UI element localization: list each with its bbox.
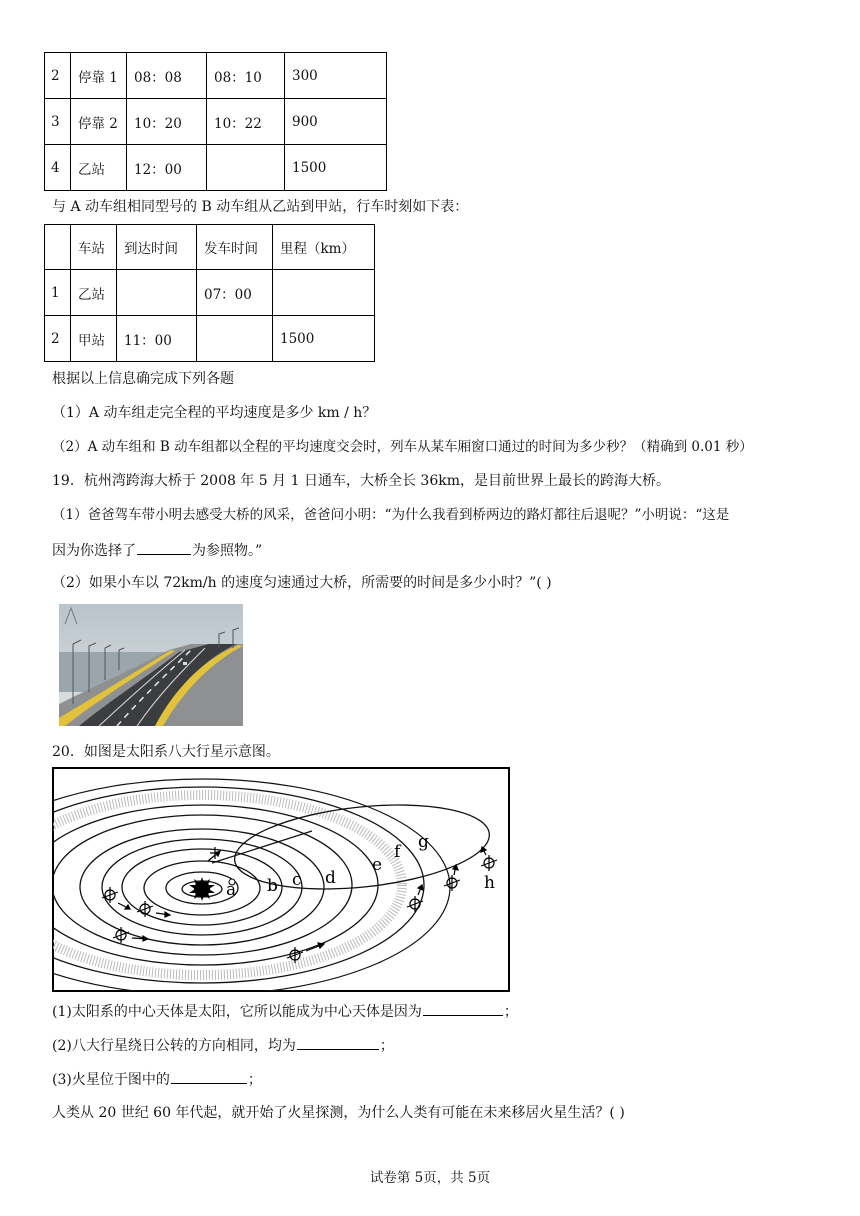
q19-part1-pre: 因为你选择了 [52, 543, 136, 559]
table-header-cell: 车站 [71, 225, 117, 270]
planet-label: b [267, 876, 278, 896]
table-cell: 08：08 [127, 53, 207, 99]
table-cell [197, 316, 273, 362]
table-cell [273, 270, 375, 316]
table-cell: 乙站 [71, 270, 117, 316]
table-header-cell: 发车时间 [197, 225, 273, 270]
q18-part2: （2）A 动车组和 B 动车组都以全程的平均速度交会时，列车从某车厢窗口通过的时间为多少秒？（精确到 0.01 秒） [52, 439, 753, 455]
table-cell: 12：00 [127, 145, 207, 191]
q20-part3-text: (3)火星位于图中的 [52, 1072, 170, 1088]
answer-blank[interactable] [423, 1000, 503, 1016]
q20-part1 [52, 1000, 518, 1022]
planet-label: c [292, 870, 302, 890]
solar-system-diagram [52, 767, 510, 992]
table-header-row [45, 225, 375, 270]
table-row [45, 53, 387, 99]
planet-label: h [484, 873, 495, 893]
table-cell: 停靠 1 [71, 53, 127, 99]
table-cell: 4 [45, 145, 71, 191]
planet-label: g [418, 832, 429, 852]
q20-part3 [52, 1068, 262, 1090]
q18-lead: 根据以上信息确完成下列各题 [52, 371, 234, 387]
table-header-cell [45, 225, 71, 270]
table-cell [207, 145, 285, 191]
table-cell: 1 [45, 270, 71, 316]
q19-part1-post: 为参照物。” [192, 543, 263, 559]
table-cell: 900 [285, 99, 387, 145]
table-row [45, 316, 375, 362]
q19-part2: （2）如果小车以 72km/h 的速度匀速通过大桥，所需要的时间是多少小时？”( ) [52, 575, 552, 591]
q19-part1-line1: （1）爸爸驾车带小明去感受大桥的风采，爸爸问小明：“为什么我看到桥两边的路灯都往后退呢？”小明说：“这是 [52, 507, 730, 523]
table-header-cell: 里程（km） [273, 225, 375, 270]
q20-part2-tail: ； [379, 1038, 394, 1054]
table-row [45, 270, 375, 316]
table-cell: 1500 [273, 316, 375, 362]
table-cell: 08：10 [207, 53, 285, 99]
q20-part3-tail: ； [247, 1072, 262, 1088]
planet-label: d [325, 868, 336, 888]
timetable-b [44, 224, 375, 362]
answer-blank[interactable] [297, 1034, 379, 1050]
table-cell: 10：22 [207, 99, 285, 145]
q20-part1-text: (1)太阳系的中心天体是太阳，它所以能成为中心天体是因为 [52, 1004, 422, 1020]
table-cell: 10：20 [127, 99, 207, 145]
table-cell: 2 [45, 316, 71, 362]
q20-part2-text: (2)八大行星绕日公转的方向相同，均为 [52, 1038, 296, 1054]
table-cell [117, 270, 197, 316]
q20-part2 [52, 1034, 394, 1056]
table-header-cell: 到达时间 [117, 225, 197, 270]
table-cell: 11：00 [117, 316, 197, 362]
q19-title: 19．杭州湾跨海大桥于 2008 年 5 月 1 日通车，大桥全长 36km，是目前世界上最长的跨海大桥。 [52, 473, 670, 489]
timetable-a [44, 52, 387, 191]
answer-blank[interactable] [171, 1068, 247, 1084]
table-cell: 乙站 [71, 145, 127, 191]
planet-label: e [372, 855, 383, 875]
table-row [45, 99, 387, 145]
table-cell: 1500 [285, 145, 387, 191]
answer-blank[interactable] [137, 539, 191, 555]
q20-part1-tail: ； [503, 1004, 518, 1020]
q20-title: 20．如图是太阳系八大行星示意图。 [52, 744, 280, 760]
table-cell: 停靠 2 [71, 99, 127, 145]
table-row [45, 145, 387, 191]
planet-label: a [226, 880, 237, 900]
q19-part1-line2 [52, 539, 262, 561]
intro-b-text: 与 A 动车组相同型号的 B 动车组从乙站到甲站，行车时刻如下表： [52, 199, 469, 215]
table-cell: 300 [285, 53, 387, 99]
table-cell: 甲站 [71, 316, 117, 362]
bridge-photo [59, 604, 243, 726]
table-cell: 07：00 [197, 270, 273, 316]
q20-final: 人类从 20 世纪 60 年代起，就开始了火星探测，为什么人类有可能在未来移居火星生活？( ) [52, 1105, 625, 1121]
table-cell: 3 [45, 99, 71, 145]
page-footer: 试卷第 5页，共 5页 [369, 1170, 491, 1186]
planet-label: f [394, 842, 401, 862]
q18-part1: （1）A 动车组走完全程的平均速度是多少 km / h？ [52, 405, 377, 421]
table-cell: 2 [45, 53, 71, 99]
